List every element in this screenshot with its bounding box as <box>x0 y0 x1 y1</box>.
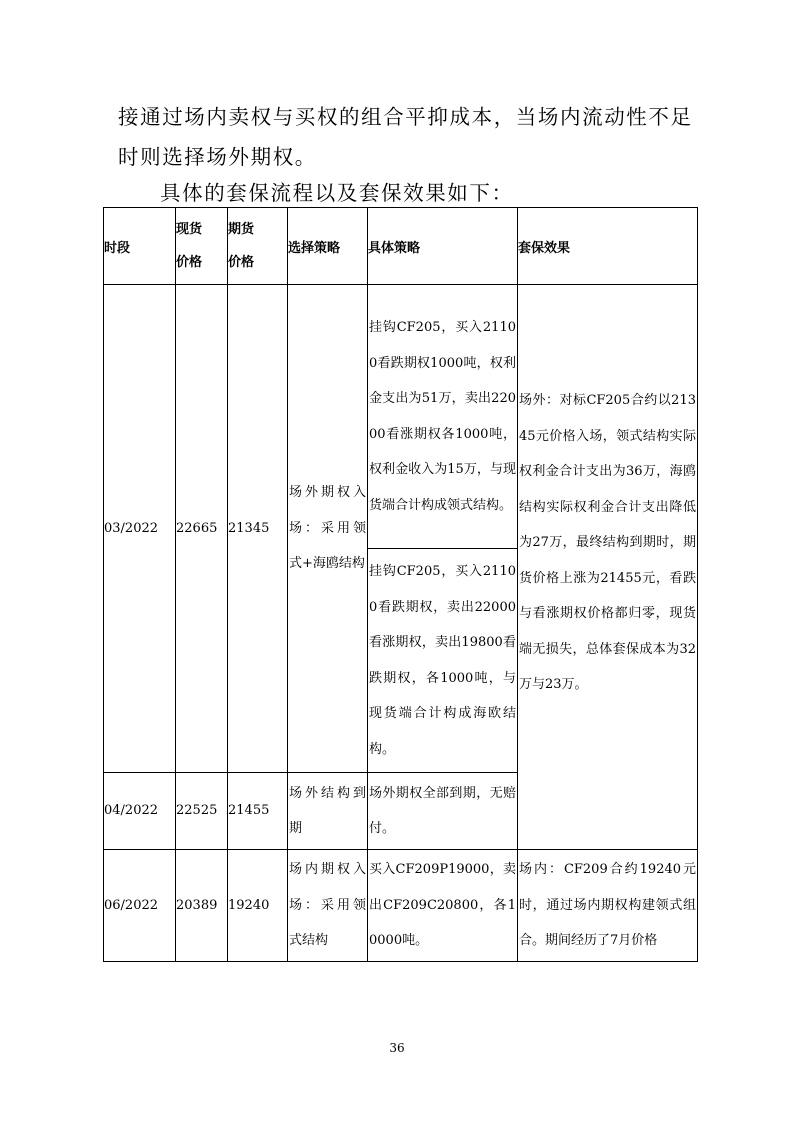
cell-spot: 20389 <box>176 850 228 962</box>
paragraph-line-2: 时则选择场外期权。 <box>118 145 317 169</box>
table-row <box>104 285 698 549</box>
cell-hedge-effect: 场内：CF209合约19240元时，通过场内期权构建领式组合。期间经历了7月价格 <box>518 850 698 962</box>
cell-strategy-choice: 场外期权入场：采用领式+海鸥结构 <box>288 285 368 773</box>
header-specific-strategy: 具体策略 <box>368 208 518 285</box>
cell-futures: 21455 <box>228 773 288 850</box>
header-hedge-effect: 套保效果 <box>518 208 698 285</box>
cell-hedge-effect: 场外：对标CF205合约以21345元价格入场，领式结构实际权利金合计支出为36万，海鸥结构实际权利金合计支出降低为27万，最终结构到期时，期货价格上涨为21455元，看跌与看涨期权价格都归零，现货端无损失，总体套保成本为32万与23万。 <box>518 285 698 850</box>
page-number: 36 <box>389 1041 405 1055</box>
cell-futures: 21345 <box>228 285 288 773</box>
cell-specific-strategy: 挂钩CF205，买入21100看跌期权，卖出22000看涨期权，卖出19800看跌期权，各1000吨，与现货端合计构成海欧结构。 <box>368 549 518 773</box>
table-header-row <box>104 208 698 285</box>
cell-spot: 22665 <box>176 285 228 773</box>
paragraph-line-1: 接通过场内卖权与买权的组合平抑成本，当场内流动性不足 <box>118 105 693 129</box>
hedging-process-table <box>103 207 698 962</box>
cell-period: 06/2022 <box>104 850 176 962</box>
table-intro-text: 具体的套保流程以及套保效果如下： <box>160 181 514 205</box>
cell-specific-strategy: 挂钩CF205，买入21100看跌期权1000吨，权利金支出为51万，卖出22000看涨期权各1000吨，权利金收入为15万，与现货端合计构成领式结构。 <box>368 285 518 549</box>
table-row <box>104 850 698 962</box>
header-futures-price: 期货 价格 <box>228 208 288 285</box>
header-spot-price: 现货 价格 <box>176 208 228 285</box>
cell-strategy-choice: 场外结构到期 <box>288 773 368 850</box>
cell-futures: 19240 <box>228 850 288 962</box>
cell-period: 04/2022 <box>104 773 176 850</box>
cell-specific-strategy: 买入CF209P19000，卖出CF209C20800，各10000吨。 <box>368 850 518 962</box>
cell-spot: 22525 <box>176 773 228 850</box>
header-period: 时段 <box>104 208 176 285</box>
header-strategy-choice: 选择策略 <box>288 208 368 285</box>
cell-specific-strategy: 场外期权全部到期，无赔付。 <box>368 773 518 850</box>
cell-period: 03/2022 <box>104 285 176 773</box>
cell-strategy-choice: 场内期权入场：采用领式结构 <box>288 850 368 962</box>
